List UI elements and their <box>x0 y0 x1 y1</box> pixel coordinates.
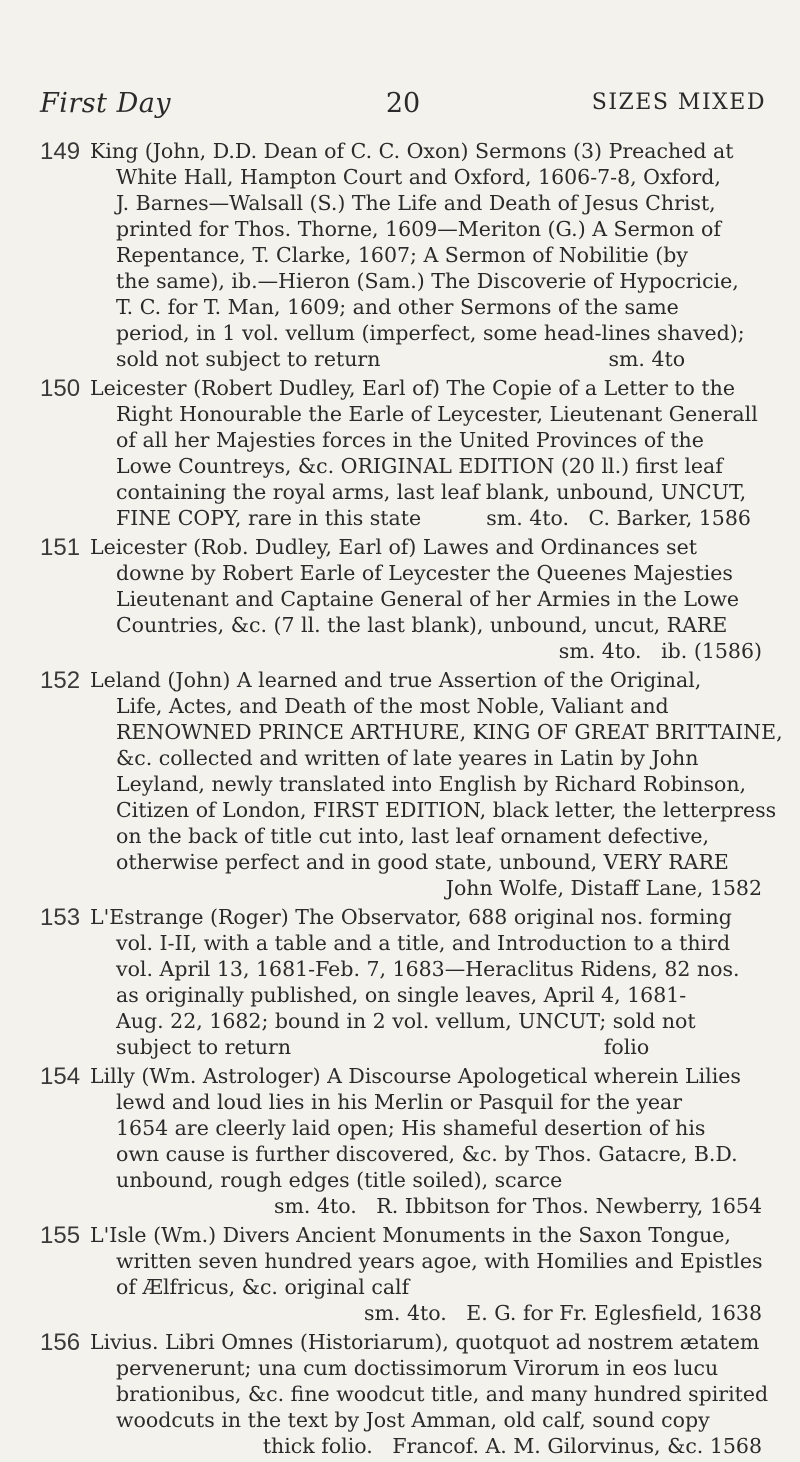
lot-description <box>90 375 762 531</box>
lot-line: woodcuts in the text by Jost Amman, old calf, sound copy <box>116 1408 710 1432</box>
lot-line: L'Estrange (Roger) The Observator, 688 original nos. forming <box>90 905 732 929</box>
lot-line: Leyland, newly translated into English by Richard Robinson, <box>116 772 747 796</box>
lot-line: 1654 are cleerly laid open; His shameful desertion of his <box>116 1116 706 1140</box>
lot-description <box>90 1329 769 1459</box>
lot-number: 154 <box>40 1063 81 1090</box>
lot-line: thick folio. Francof. A. M. Gilorvinus, &c. 1568 <box>262 1434 762 1458</box>
lot-line: Livius. Libri Omnes (Historiarum), quotquot ad nostrem ætatem <box>90 1330 760 1354</box>
page-header <box>40 88 766 122</box>
lot-line: Aug. 22, 1682; bound in 2 vol. vellum, UNCUT; sold not <box>116 1009 696 1033</box>
lot-number: 149 <box>40 138 81 165</box>
lot-entry <box>0 1329 800 1459</box>
lot-line: own cause is further discovered, &c. by Thos. Gatacre, B.D. <box>116 1142 738 1166</box>
lot-number: 155 <box>40 1222 81 1249</box>
header-day: First Day <box>40 88 172 119</box>
lot-line: Life, Actes, and Death of the most Noble, Valiant and <box>116 694 669 718</box>
lot-line: containing the royal arms, last leaf blank, unbound, UNCUT, <box>116 480 747 504</box>
lot-line: RENOWNED PRINCE ARTHURE, KING OF GREAT BRITTAINE, <box>116 720 783 744</box>
lot-line: lewd and loud lies in his Merlin or Pasquil for the year <box>116 1090 683 1114</box>
lot-line: unbound, rough edges (title soiled), scarce <box>116 1168 563 1192</box>
lot-line: sold not subject to return sm. 4to <box>116 347 686 371</box>
lot-line: otherwise perfect and in good state, unbound, VERY RARE <box>116 850 729 874</box>
lot-description <box>90 904 762 1060</box>
lot-line: of all her Majesties forces in the United Provinces of the <box>116 428 704 452</box>
lot-description <box>90 138 762 372</box>
lot-line: White Hall, Hampton Court and Oxford, 1606-7-8, Oxford, <box>116 165 721 189</box>
lot-line: T. C. for T. Man, 1609; and other Sermons of the same <box>116 295 679 319</box>
lot-number: 152 <box>40 667 81 694</box>
lot-entry <box>0 375 800 531</box>
lot-line: vol. April 13, 1681-Feb. 7, 1683—Heraclitus Ridens, 82 nos. <box>116 957 740 981</box>
lot-line: downe by Robert Earle of Leycester the Queenes Majesties <box>116 561 733 585</box>
lot-line: subject to return folio <box>116 1035 650 1059</box>
lot-line: Lilly (Wm. Astrologer) A Discourse Apologetical wherein Lilies <box>90 1064 741 1088</box>
lot-entry <box>0 534 800 664</box>
lot-line: Leland (John) A learned and true Assertion of the Original, <box>90 668 702 692</box>
lot-line: sm. 4to. E. G. for Fr. Eglesfield, 1638 <box>363 1301 762 1325</box>
lot-line: written seven hundred years agoe, with Homilies and Epistles <box>116 1249 763 1273</box>
lot-line: King (John, D.D. Dean of C. C. Oxon) Sermons (3) Preached at <box>90 139 734 163</box>
lot-line: John Wolfe, Distaff Lane, 1582 <box>445 876 762 900</box>
lot-line: Citizen of London, FIRST EDITION, black letter, the letterpress <box>116 798 777 822</box>
lot-line: vol. I-II, with a table and a title, and Introduction to a third <box>116 931 731 955</box>
lot-list <box>0 138 800 1462</box>
lot-description <box>90 534 762 664</box>
lot-entry <box>0 1063 800 1219</box>
lot-line: J. Barnes—Walsall (S.) The Life and Death of Jesus Christ, <box>116 191 716 215</box>
lot-line: of Ælfricus, &c. original calf <box>116 1275 410 1299</box>
lot-number: 156 <box>40 1329 81 1356</box>
lot-entry <box>0 904 800 1060</box>
lot-line: period, in 1 vol. vellum (imperfect, some head-lines shaved); <box>116 321 745 345</box>
lot-line: Leicester (Rob. Dudley, Earl of) Lawes and Ordinances set <box>90 535 697 559</box>
lot-line: printed for Thos. Thorne, 1609—Meriton (G.) A Sermon of <box>116 217 721 241</box>
lot-description <box>90 1063 762 1219</box>
lot-line: FINE COPY, rare in this state sm. 4to. C. Barker, 1586 <box>116 506 751 530</box>
lot-entry <box>0 667 800 901</box>
page-number: 20 <box>385 88 421 119</box>
lot-line: brationibus, &c. fine woodcut title, and many hundred spirited <box>116 1382 769 1406</box>
lot-line: Right Honourable the Earle of Leycester, Lieutenant Generall <box>116 402 758 426</box>
lot-number: 150 <box>40 375 81 402</box>
lot-line: pervenerunt; una cum doctissimorum Virorum in eos lucu <box>116 1356 719 1380</box>
lot-line: &c. collected and written of late yeares in Latin by John <box>116 746 699 770</box>
lot-line: Repentance, T. Clarke, 1607; A Sermon of Nobilitie (by <box>116 243 688 267</box>
lot-description <box>90 667 783 901</box>
lot-entry <box>0 138 800 372</box>
lot-number: 151 <box>40 534 81 561</box>
lot-line: Countries, &c. (7 ll. the last blank), unbound, uncut, RARE <box>116 613 728 637</box>
lot-description <box>90 1222 762 1326</box>
lot-line: the same), ib.—Hieron (Sam.) The Discoverie of Hypocricie, <box>116 269 739 293</box>
lot-line: sm. 4to. ib. (1586) <box>558 639 762 663</box>
header-section: SIZES MIXED <box>591 90 766 115</box>
lot-line: on the back of title cut into, last leaf ornament defective, <box>116 824 710 848</box>
lot-line: as originally published, on single leaves, April 4, 1681- <box>116 983 687 1007</box>
lot-line: sm. 4to. R. Ibbitson for Thos. Newberry, 1654 <box>273 1194 762 1218</box>
lot-line: Lowe Countreys, &c. ORIGINAL EDITION (20 ll.) first leaf <box>116 454 723 478</box>
lot-number: 153 <box>40 904 81 931</box>
lot-line: L'Isle (Wm.) Divers Ancient Monuments in the Saxon Tongue, <box>90 1223 731 1247</box>
lot-line: Lieutenant and Captaine General of her Armies in the Lowe <box>116 587 740 611</box>
lot-entry <box>0 1222 800 1326</box>
lot-line: Leicester (Robert Dudley, Earl of) The Copie of a Letter to the <box>90 376 735 400</box>
